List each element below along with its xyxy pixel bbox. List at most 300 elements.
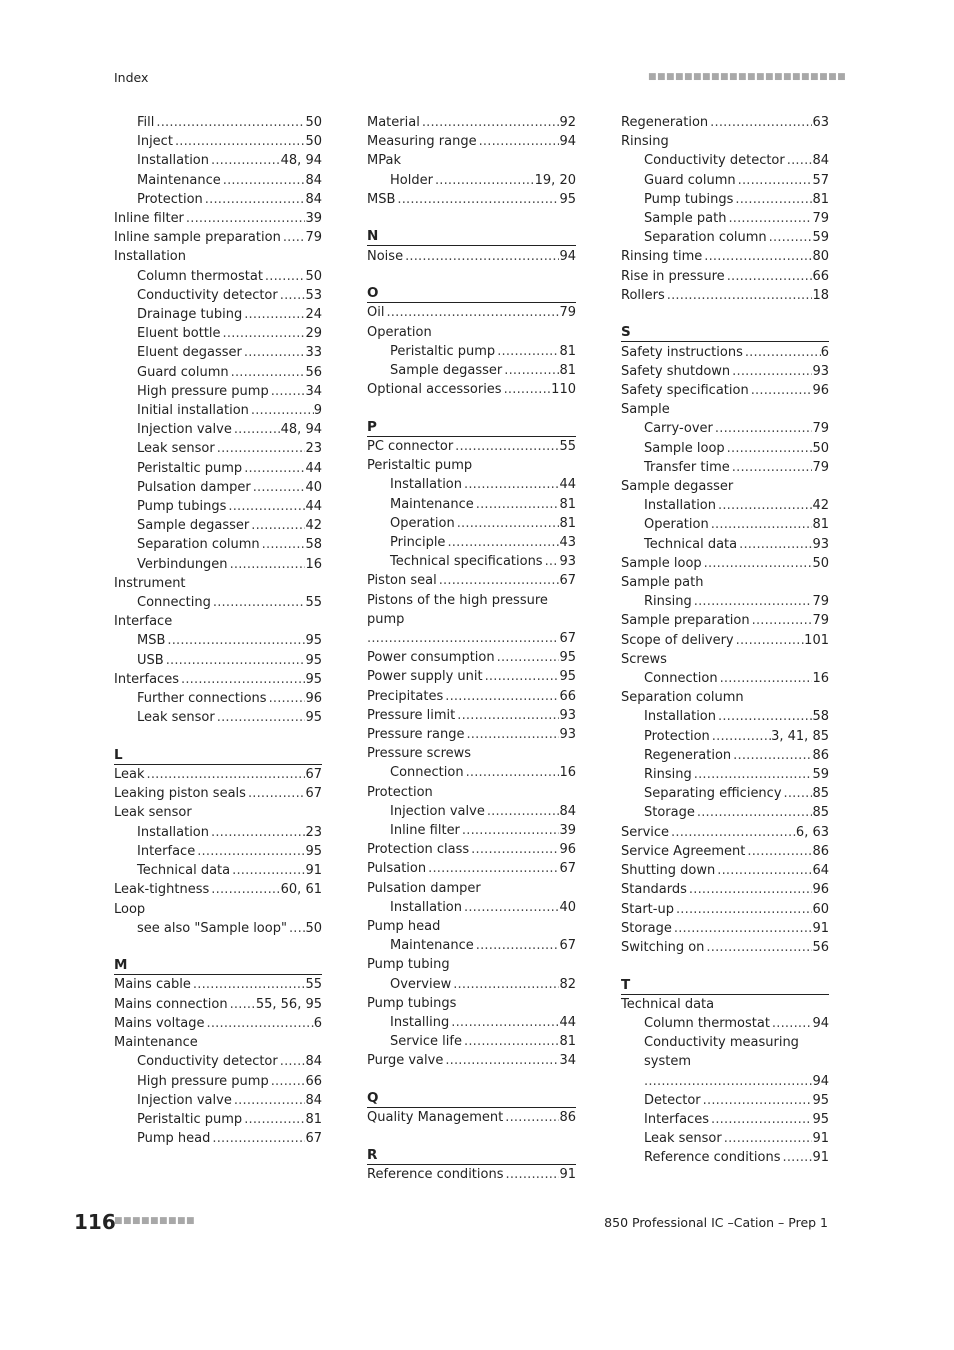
index-term: Technical data: [644, 536, 738, 552]
dot-leader: [718, 669, 813, 688]
page-reference: 81: [812, 191, 829, 207]
dot-leader: [702, 247, 812, 266]
page-reference: 67: [559, 861, 576, 877]
index-term: Guard column: [137, 364, 229, 380]
dot-leader: [278, 286, 306, 305]
index-term: Pressure range: [367, 727, 465, 743]
dot-leader: [495, 648, 560, 667]
index-term: Carry-over: [644, 421, 713, 437]
page-reference: 95: [559, 650, 576, 666]
page-reference: 3, 41, 85: [771, 728, 829, 744]
index-term: Leak sensor: [644, 1131, 722, 1147]
index-term: High pressure pump: [137, 383, 269, 399]
index-subentry: [621, 171, 829, 190]
index-term: Standards: [621, 882, 687, 898]
page-reference: 23: [305, 824, 322, 840]
index-entry: [367, 190, 576, 209]
page-reference: 67: [305, 767, 322, 783]
index-term: Inline sample preparation: [114, 230, 281, 246]
page-reference: 43: [559, 534, 576, 550]
index-term: PC connector: [367, 438, 454, 454]
index-term: Mains voltage: [114, 1015, 205, 1031]
dot-leader: [692, 765, 813, 784]
index-subentry: [621, 765, 829, 784]
index-subentry: [114, 861, 322, 880]
page-reference: 29: [305, 326, 322, 342]
index-entry: [621, 362, 829, 381]
dot-leader: [709, 515, 813, 534]
dot-leader: [426, 859, 559, 878]
index-term: Installing: [390, 1015, 450, 1031]
page-reference: 34: [559, 1053, 576, 1069]
dot-leader: [749, 381, 813, 400]
index-subentry: [114, 324, 322, 343]
index-subentry: [114, 555, 322, 574]
index-subentry: [621, 669, 829, 688]
index-subentry: [621, 784, 829, 803]
index-letter-heading: L: [114, 746, 322, 765]
index-subentry: [367, 1032, 576, 1051]
dot-leader: [184, 209, 306, 228]
running-header-title: Index: [114, 70, 149, 85]
index-subentry: [621, 228, 829, 247]
page-reference: 39: [305, 211, 322, 227]
index-subentry: [114, 132, 322, 151]
index-subentry: [621, 419, 829, 438]
index-subentry: [114, 823, 322, 842]
index-term: Installation: [137, 824, 210, 840]
index-term: Peristaltic pump: [137, 460, 243, 476]
page-reference: 79: [812, 613, 829, 629]
index-term-heading: Loop: [114, 901, 146, 917]
dot-leader: [736, 171, 813, 190]
page-reference: 79: [812, 211, 829, 227]
page-reference: 50: [305, 268, 322, 284]
index-subentry: [114, 708, 322, 727]
index-subentry: [114, 842, 322, 861]
dot-leader: [451, 975, 559, 994]
index-subentry: [367, 361, 576, 380]
page-reference: 66: [812, 268, 829, 284]
page-reference: 110: [551, 382, 576, 398]
dot-leader: [469, 840, 559, 859]
index-subentry: [367, 1013, 576, 1032]
index-column-3: [621, 113, 829, 1168]
page-reference: 94: [812, 1073, 829, 1089]
index-term-heading: Rinsing: [621, 134, 669, 150]
index-term: Measuring range: [367, 134, 477, 150]
index-entry: [114, 209, 322, 228]
dot-leader: [203, 190, 306, 209]
page-reference: 95: [305, 843, 322, 859]
page-reference: 60, 61: [280, 882, 322, 898]
index-term: Leak sensor: [137, 710, 215, 726]
dot-leader: [474, 495, 560, 514]
index-term: Piston seal: [367, 573, 437, 589]
page-reference: 6, 63: [795, 824, 829, 840]
page-reference: 84: [305, 1092, 322, 1108]
index-subentry: [114, 401, 322, 420]
index-term: Overview: [390, 976, 452, 992]
index-entry: [367, 571, 576, 590]
index-entry: [621, 247, 829, 266]
index-term: Sample preparation: [621, 613, 750, 629]
index-term: Connection: [390, 765, 464, 781]
dot-leader: [195, 842, 305, 861]
index-term-heading: Technical data: [621, 996, 715, 1012]
index-term-heading: Pistons of the high pressure pump: [367, 592, 548, 627]
index-term: Technical specifications: [390, 554, 543, 570]
index-subentry: [621, 209, 829, 228]
page-reference: 33: [305, 345, 322, 361]
index-subentry: [114, 305, 322, 324]
page-reference: 48, 94: [280, 153, 322, 169]
index-subentry: [114, 593, 322, 612]
index-letter-heading: O: [367, 284, 576, 303]
page-reference: 63: [812, 115, 829, 130]
index-entry: [367, 380, 576, 399]
page-reference: 44: [559, 1015, 576, 1031]
index-subentry: [114, 151, 322, 170]
index-entry: [621, 823, 829, 842]
dot-leader: [242, 1110, 305, 1129]
page-reference: 60: [812, 901, 829, 917]
index-subentry: [621, 439, 829, 458]
page-reference: 6: [820, 344, 829, 360]
index-term: Reference conditions: [644, 1150, 781, 1166]
index-subentry: [114, 1110, 322, 1129]
index-term: Oil: [367, 305, 385, 321]
index-term: Inline filter: [390, 823, 460, 839]
index-entry: [621, 938, 829, 957]
index-term: Service: [621, 824, 670, 840]
dot-leader: [734, 631, 805, 650]
index-term: Interface: [137, 843, 196, 859]
page-reference: 91: [812, 1131, 829, 1147]
index-term: Connecting: [137, 595, 211, 611]
dot-leader: [251, 478, 306, 497]
dot-leader: [733, 190, 812, 209]
index-subentry: [621, 1072, 829, 1091]
index-term: Peristaltic pump: [390, 343, 496, 359]
page-reference: 79: [305, 230, 322, 246]
page-reference: 84: [812, 153, 829, 169]
index-term: Eluent degasser: [137, 345, 242, 361]
index-entry: [114, 975, 322, 994]
dot-leader: [433, 171, 535, 190]
page-reference: 81: [559, 362, 576, 378]
dot-leader: [443, 687, 559, 706]
index-subentry: [114, 535, 322, 554]
page-reference: 93: [559, 707, 576, 723]
index-subentry: [114, 190, 322, 209]
index-term: Pump head: [137, 1131, 211, 1147]
dot-leader: [502, 361, 559, 380]
dot-leader: [464, 763, 560, 782]
index-term: Guard column: [644, 172, 736, 188]
index-subentry: [621, 496, 829, 515]
index-term: Separating efficiency: [644, 786, 782, 802]
index-term: Sample degasser: [137, 518, 250, 534]
dot-leader: [780, 1148, 812, 1167]
index-subentry: [114, 171, 322, 190]
index-term: Maintenance: [390, 496, 474, 512]
dot-leader: [709, 1110, 812, 1129]
page-reference: 55, 56, 95: [255, 996, 322, 1012]
dot-leader: [228, 995, 256, 1014]
page-reference: 50: [812, 555, 829, 571]
index-term-heading: Pump head: [367, 919, 441, 935]
index-term: Separation column: [137, 537, 260, 553]
index-term: Pulsation: [367, 861, 427, 877]
page-reference: 59: [812, 230, 829, 246]
index-term: Transfer time: [644, 459, 730, 475]
page-reference: 34: [305, 383, 322, 399]
index-term: Purge valve: [367, 1053, 444, 1069]
index-entry: [367, 859, 576, 878]
index-term: Leak: [114, 767, 145, 783]
dot-leader: [221, 324, 306, 343]
index-subentry: [621, 1014, 829, 1033]
index-subentry: [114, 1091, 322, 1110]
index-subentry: [114, 631, 322, 650]
page-reference: 95: [305, 652, 322, 668]
index-term: Operation: [644, 517, 709, 533]
index-subentry: [114, 919, 322, 938]
dot-leader: [260, 535, 306, 554]
index-term: Mains connection: [114, 996, 228, 1012]
index-term: USB: [137, 652, 164, 668]
dot-leader: [210, 1129, 305, 1148]
index-subentry: [367, 821, 576, 840]
page-reference: 24: [305, 307, 322, 323]
dot-leader: [503, 1108, 559, 1127]
page-reference: 82: [559, 976, 576, 992]
index-subentry: [114, 689, 322, 708]
index-entry: [621, 381, 829, 400]
index-entry: [114, 1014, 322, 1033]
dot-leader: [395, 190, 559, 209]
index-subentry: [367, 475, 576, 494]
index-term: Initial installation: [137, 403, 249, 419]
page-reference: 50: [305, 920, 322, 936]
dot-leader: [767, 228, 813, 247]
page-reference: 55: [559, 438, 576, 454]
dot-leader: [770, 1014, 813, 1033]
index-term: Quality Management: [367, 1110, 504, 1126]
page-reference: 94: [559, 248, 576, 264]
index-term: Connection: [644, 671, 718, 687]
page-reference: 91: [812, 920, 829, 936]
index-entry: [367, 629, 576, 648]
dot-leader: [209, 151, 281, 170]
index-subentry: [114, 1072, 322, 1091]
index-term-heading: MPak: [367, 153, 401, 169]
index-subentry: [114, 516, 322, 535]
index-letter-heading: T: [621, 976, 829, 995]
index-term: Sample degasser: [390, 362, 503, 378]
page-reference: 94: [559, 134, 576, 150]
dot-leader: [246, 784, 306, 803]
dot-leader: [455, 706, 559, 725]
page-reference: 79: [812, 459, 829, 475]
index-term-heading: Separation column: [621, 690, 744, 706]
dot-leader: [228, 555, 306, 574]
dot-leader: [232, 1091, 306, 1110]
dot-leader: [674, 900, 813, 919]
index-entry: [367, 840, 576, 859]
index-term: Eluent bottle: [137, 326, 221, 342]
dot-leader: [437, 571, 560, 590]
index-term: MSB: [137, 633, 166, 649]
index-term-heading: Conductivity measuring system: [644, 1035, 799, 1070]
index-term: Power consumption: [367, 650, 495, 666]
index-term: Service life: [390, 1034, 462, 1050]
index-subentry: [367, 552, 576, 571]
index-term-heading: Protection: [367, 784, 433, 800]
index-term: Sample loop: [621, 555, 702, 571]
dot-leader: [445, 533, 559, 552]
index-subentry: [367, 171, 576, 190]
page-reference: 19, 20: [534, 172, 576, 188]
index-term: Installation: [644, 709, 717, 725]
index-term: Service Agreement: [621, 843, 746, 859]
index-term: Sample loop: [644, 440, 725, 456]
page-reference: 44: [559, 477, 576, 493]
dot-leader: [267, 689, 306, 708]
index-term-heading: Operation: [367, 324, 432, 340]
dot-leader: [669, 823, 796, 842]
page-reference: 39: [559, 823, 576, 839]
index-subentry: [621, 190, 829, 209]
dot-leader: [242, 343, 306, 362]
page-reference: 50: [305, 115, 322, 130]
index-subentry: [367, 533, 576, 552]
index-term: Inject: [137, 134, 173, 150]
index-column-2: [367, 113, 576, 1184]
dot-leader: [726, 209, 812, 228]
dot-leader: [154, 113, 305, 132]
dot-leader: [462, 475, 559, 494]
page-reference: 81: [559, 343, 576, 359]
page-reference: 81: [559, 496, 576, 512]
dot-leader: [495, 342, 559, 361]
dot-leader: [173, 132, 306, 151]
index-term: Pump tubings: [137, 499, 227, 515]
page-reference: 57: [812, 172, 829, 188]
page-reference: 95: [812, 1092, 829, 1108]
index-entry: [621, 113, 829, 132]
index-subentry: [114, 439, 322, 458]
page-reference: 67: [305, 786, 322, 802]
index-subentry: [621, 535, 829, 554]
dot-leader: [205, 1014, 314, 1033]
dot-leader: [715, 861, 812, 880]
page-reference: 95: [305, 710, 322, 726]
dot-leader: [249, 516, 305, 535]
page-reference: 56: [812, 939, 829, 955]
page-reference: 94: [812, 1015, 829, 1031]
dot-leader: [716, 496, 812, 515]
index-entry: [114, 784, 322, 803]
dot-leader: [672, 919, 813, 938]
index-term: Safety specification: [621, 383, 749, 399]
dot-leader: [165, 631, 305, 650]
index-term: Column thermostat: [137, 268, 263, 284]
page-reference: 67: [559, 573, 576, 589]
dot-leader: [462, 898, 559, 917]
index-term: Leak sensor: [137, 441, 215, 457]
page-reference: 86: [559, 1110, 576, 1126]
page-reference: 93: [559, 727, 576, 743]
page-reference: 91: [305, 863, 322, 879]
dot-leader: [462, 1032, 559, 1051]
page-reference: 79: [559, 305, 576, 321]
page-reference: 81: [812, 517, 829, 533]
dot-leader: [367, 629, 559, 648]
index-term: Reference conditions: [367, 1167, 504, 1183]
page-reference: 48, 94: [280, 422, 322, 438]
index-term: Leaking piston seals: [114, 786, 246, 802]
dot-leader: [287, 919, 306, 938]
dot-leader: [477, 132, 560, 151]
running-header-decoration: ■■■■■■■■■■■■■■■■■■■■■■: [648, 72, 847, 82]
page-reference: 16: [812, 671, 829, 687]
index-subentry: [114, 363, 322, 382]
index-entry: [367, 1108, 576, 1127]
index-term: Separation column: [644, 230, 767, 246]
index-entry: [621, 919, 829, 938]
dot-leader: [644, 1072, 812, 1091]
index-entry: [621, 343, 829, 362]
dot-leader: [731, 746, 812, 765]
index-entry: [114, 765, 322, 784]
index-entry: [367, 1051, 576, 1070]
index-term: Leak-tightness: [114, 882, 210, 898]
index-term: High pressure pump: [137, 1073, 269, 1089]
index-term: MSB: [367, 191, 396, 207]
index-subentry: [367, 763, 576, 782]
dot-leader: [745, 842, 812, 861]
index-term: Pump tubings: [644, 191, 734, 207]
index-subentry: [367, 495, 576, 514]
footer-decoration: ■■■■■■■■■: [114, 1216, 196, 1226]
index-term: Rinsing time: [621, 249, 703, 265]
dot-leader: [708, 113, 812, 132]
dot-leader: [543, 552, 560, 571]
dot-leader: [725, 439, 813, 458]
index-subentry: [367, 514, 576, 533]
index-entry: [621, 267, 829, 286]
page-reference: 67: [305, 1131, 322, 1147]
index-term: Protection class: [367, 842, 470, 858]
index-column-1: [114, 113, 322, 1148]
index-subentry: [114, 459, 322, 478]
dot-leader: [702, 554, 813, 573]
index-entry: [367, 1165, 576, 1184]
page-reference: 95: [559, 191, 576, 207]
page-reference: 55: [305, 595, 322, 611]
index-term: Interfaces: [644, 1111, 709, 1127]
index-term-heading: Installation: [114, 249, 187, 265]
index-term: Maintenance: [137, 172, 221, 188]
page-reference: 58: [305, 537, 322, 553]
index-term: Column thermostat: [644, 1015, 770, 1031]
dot-leader: [725, 267, 813, 286]
page-reference: 79: [812, 594, 829, 610]
index-term: Pulsation damper: [137, 479, 251, 495]
dot-leader: [785, 151, 813, 170]
